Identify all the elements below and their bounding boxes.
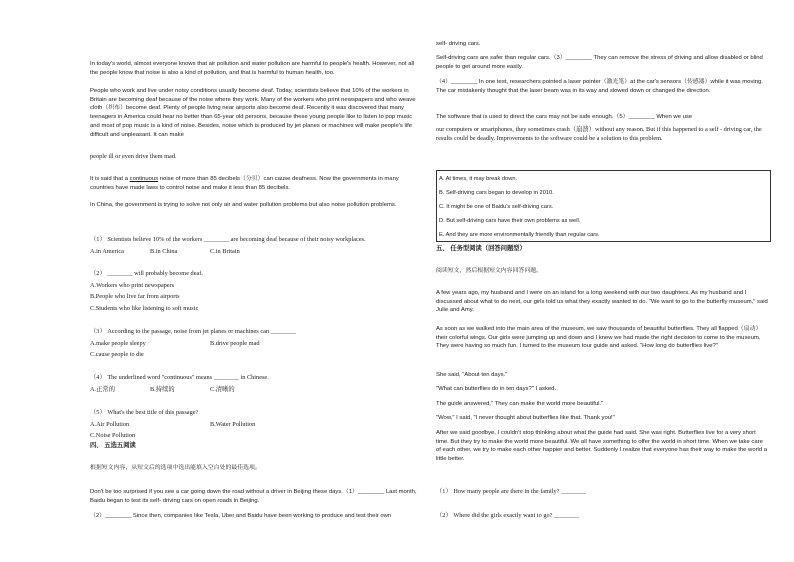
answer-question-1: （1） How many people are there in the family? ________ [436, 488, 587, 495]
passage-paragraph: our computers or smartphones, they sometimes crash（崩溃）without any reason. But if this happened to a self - driving car, the results could be deadly. Improvements to the software could be a solution to this problem. [436, 126, 762, 142]
option-c: C.cause people to die [90, 351, 144, 358]
passage-line: "Wow," I said, "I never thought about butterflies like that. Thank you!" [436, 415, 615, 421]
passage-paragraph: （2）________ Since then, companies like Tesla, Uber and Baidu have been working to produce and test their own [90, 513, 392, 519]
option-c: C.Noise Pollution [90, 432, 136, 439]
section-heading: 五、 任务型阅读（回答问题型） [436, 245, 526, 252]
text-run: noise of more than 85 decibels（分贝）can cause deafness. Now the governments in many countries have made laws to control noise and make it less than 85 decibels. [90, 176, 399, 191]
option-b: B.Water Pollution [210, 421, 256, 428]
option-c: C.清晰的 [210, 386, 235, 393]
passage-paragraph: People who work and live under noisy conditions usually become deaf. Today, scientists believe that 10% of the workers in Britain are becoming deaf because of the noise where they work. Many of the workers who print newspapers and who weave cloth（织布）become deaf. Plenty of people living near airports also become deaf. Recently it was discovered that many teenagers in America could hear no better than 65-year old persons, because these young people like to listen to pop music and most of pop music is a kind of noise. Besides, noise which is produced by jet planes or machines will make people's life difficult and unpleasant. It can make [90, 88, 416, 138]
question-3: （3） According to the passage, noise from jet planes or machines can ________ [90, 328, 296, 335]
option-a: A.正常的 [90, 386, 116, 393]
question-5-options [90, 421, 420, 430]
option-b: B.in China [150, 248, 178, 255]
passage-line: The guide answered," They can make the world more beautiful." [436, 401, 604, 407]
question-1-options [90, 248, 420, 257]
passage-paragraph: Don't be too surprised if you see a car going down the road without a driver in Beijing these days.（1）________ Last month, Baidu began to test its self- driving cars on open roads in Beijing. [90, 489, 417, 504]
passage-paragraph: The software that is used to direct the cars may not be safe enough.（5）________ When we use [436, 114, 693, 120]
passage-paragraph: people ill or even drive them mad. [90, 153, 177, 160]
option-c: C. It might be one of Baidu's self-driving cars. [439, 204, 554, 211]
option-c: C.in Britain [210, 248, 240, 255]
option-e: E. And they are more environmentally friendly than regular cars. [439, 232, 600, 239]
underlined-word: continuous [129, 176, 159, 182]
option-b: B.drive people mad [210, 340, 260, 347]
option-a: A.Air Pollution [90, 421, 130, 428]
passage-line: She said, "About ten days." [436, 372, 508, 378]
passage-paragraph [90, 175, 420, 192]
options-box [436, 170, 771, 242]
option-c: C.Students who like listening to soft music [90, 305, 199, 312]
option-d: D. But self-driving cars have their own problems as well. [439, 218, 581, 225]
option-a: A.in America [90, 248, 124, 255]
section-instructions: 根据短文内容，从短文后的选项中选出能填入空白处的最佳选项。 [90, 465, 261, 471]
section-heading: 四、 五选五阅读 [90, 442, 136, 449]
passage-line: self- driving cars. [436, 41, 481, 47]
option-b: B.持续的 [150, 386, 175, 393]
option-a: A.make people sleepy [90, 340, 146, 347]
question-4: （4） The underlined word "continuous" means ________ in Chinese. [90, 374, 269, 381]
option-b: B.People who live far from airports [90, 293, 180, 300]
answer-question-2: （2） Where did the girls exactly want to go? ________ [436, 512, 580, 519]
passage-paragraph: As soon as we walked into the main area of the museum, we saw thousands of beautiful butterflies. They all flapped（扇动）their colorful wings. Our girls were jumping up and down and I knew we had made the right decision to come to the museum. They were having so much fun. I turned to the museum tour guide and asked. "How long do butterflies live?" [436, 326, 762, 350]
section-instructions: 阅读短文，然后根据短文内容回答问题。 [436, 268, 543, 274]
passage-paragraph: In China, the government is trying to solve not only air and water pollution problems but also noise pollution problems. [90, 202, 397, 208]
text-run: It is said that a [90, 176, 130, 182]
question-2: （2） ________ will probably become deaf. [90, 270, 203, 277]
passage-paragraph: After we said goodbye, I couldn't stop thinking about what the guide had said. She was right. Butterflies live for a very short time. But they try to make the world more beautiful. We all have something to offer the world in short time. When we take care of each other, we try to make each other happier and better. Suddenly I realize that everyone has their way to make the world a little better. [436, 430, 768, 463]
option-b: B. Self-driving cars began to develop in 2010. [439, 190, 554, 197]
question-3-options [90, 340, 420, 349]
passage-paragraph: Self-driving cars are safer than regular cars.（3）________ They can remove the stress of driving and allow disabled or blind people to get around more easily. [436, 55, 763, 70]
option-a: A. At times, it may break down. [439, 176, 518, 182]
question-1: （1） Scientists believe 10% of the workers ________ are becoming deaf because of their noisy workplaces. [90, 236, 366, 243]
passage-paragraph: （4）________ In one test, researchers pointed a laser pointer（激光笔）at the car's sensors（传感器）while it was moving. The car mistakenly thought that the laser beam was in its way and slowed down or changed the direction. [436, 79, 763, 94]
question-5: （5） What's the best title of this passage? [90, 409, 199, 416]
passage-line: "What can butterflies do in ten days?" I asked. [436, 386, 557, 392]
question-4-options [90, 386, 420, 395]
option-a: A.Workers who print newspapers [90, 282, 175, 289]
passage-paragraph: A few years ago, my husband and I were on an island for a long weekend with our two daughters. As my husband and I discussed about what to do next, our girls told us what they exactly wanted to do. "We want to go to the butterfly museum," said Julie and Amy. [436, 290, 768, 314]
passage-paragraph: In today's world, almost everyone knows that air pollution and water pollution are harmful to people's health. However, not all the people know that noise is also a kind of pollution, and that is harmful to human health, too. [90, 61, 415, 76]
